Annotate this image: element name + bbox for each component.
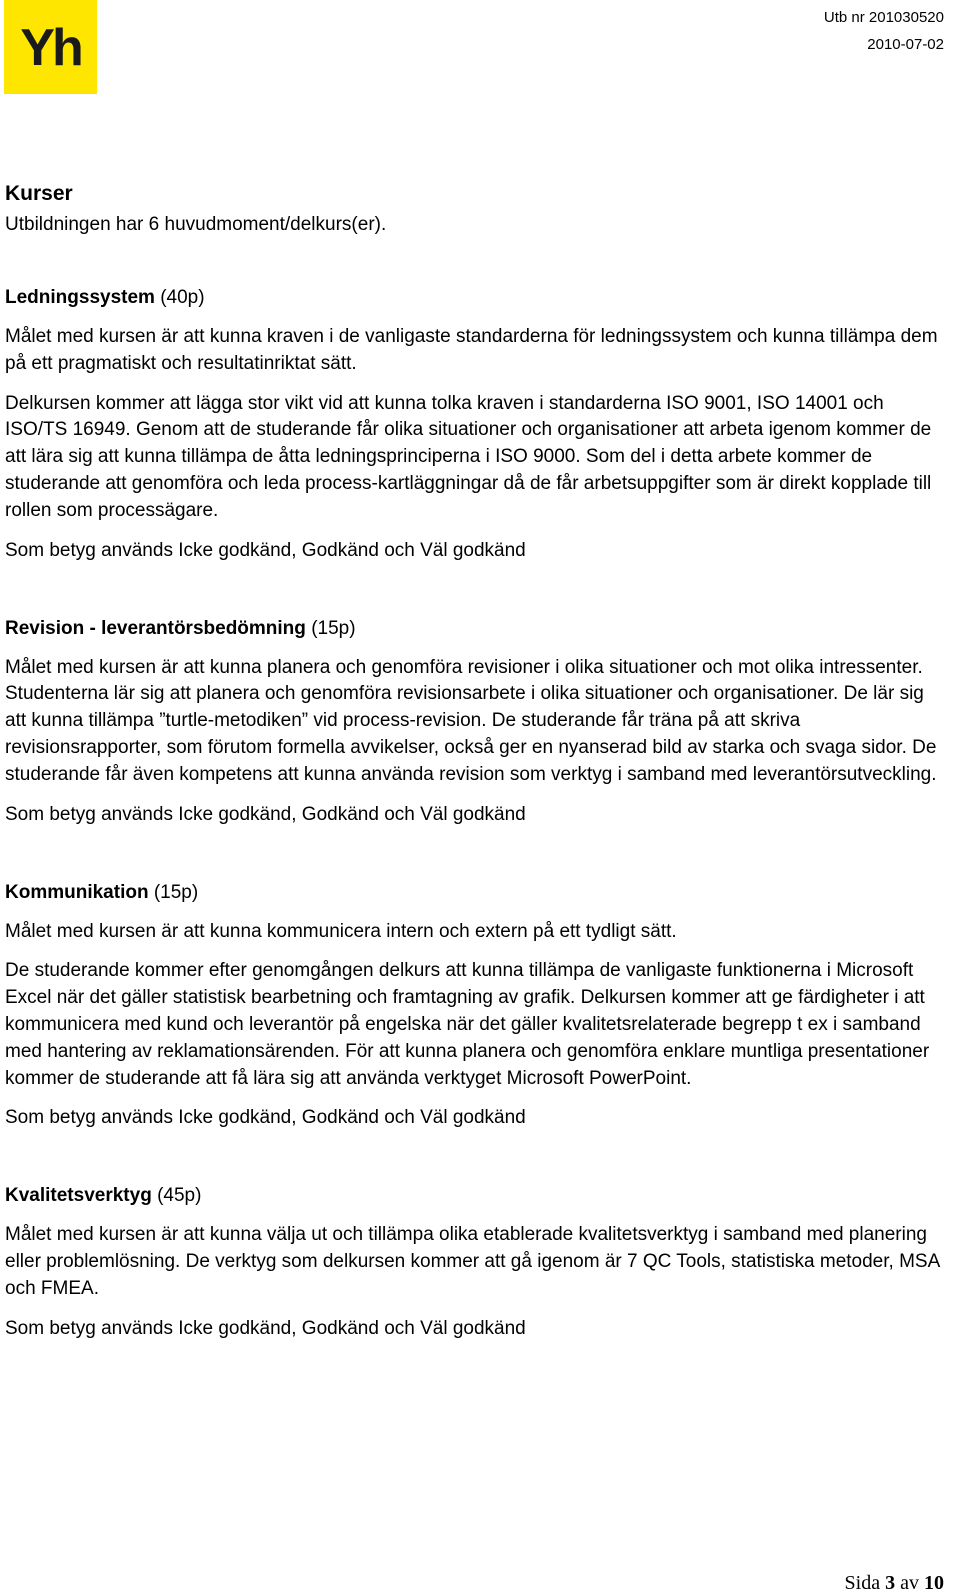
course-paragraph: Målet med kursen är att kunna kommunicera intern och extern på ett tydligt sätt. xyxy=(5,920,677,942)
page-prefix: Sida xyxy=(844,1572,881,1594)
course-heading xyxy=(5,615,940,642)
course-revision xyxy=(5,615,940,828)
course-grading: Som betyg används Icke godkänd, Godkänd och Väl godkänd xyxy=(5,539,526,561)
course-kvalitetsverktyg xyxy=(5,1182,940,1341)
total-pages: 10 xyxy=(924,1572,944,1594)
course-paragraph: Målet med kursen är att kunna planera och genomföra revisioner i olika situationer och mot olika intressenter. Studenterna lär sig att planera och genomföra revisionsarbete i olika situationer och organisationer. De lär sig att kunna tillämpa ”turtle-metodiken” vid process-revision. De studerande får träna på att skriva revisionsrapporter, som förutom formella avvikelser, också ger en nyanserad bild av starka och svaga sidor. De studerande får även kompetens att kunna använda revision som verktyg i samband med leverantörsutveckling. xyxy=(5,656,937,785)
section-intro: Utbildningen har 6 huvudmoment/delkurs(er). xyxy=(5,214,387,235)
page-content xyxy=(5,180,940,1342)
course-points: (15p) xyxy=(153,881,199,903)
course-kommunikation xyxy=(5,879,940,1132)
course-points: (15p) xyxy=(311,617,356,639)
course-points: (40p) xyxy=(160,287,205,308)
course-paragraph: Målet med kursen är att kunna välja ut och tillämpa olika etablerade kvalitetsverktyg i samband med planering eller problemlösning. De verktyg som delkursen kommer att gå igenom är 7 QC Tools, statistiska metoder, MSA och FMEA. xyxy=(5,1224,940,1299)
course-grading: Som betyg används Icke godkänd, Godkänd och Väl godkänd xyxy=(5,803,526,825)
utb-nr: Utb nr 201030520 xyxy=(823,9,944,26)
logo-text: Yh xyxy=(20,19,81,77)
yh-logo xyxy=(4,0,97,94)
document-meta xyxy=(824,4,944,58)
page-number xyxy=(845,1570,944,1596)
document-date: 2010-07-02 xyxy=(867,36,944,53)
course-name: Kvalitetsverktyg xyxy=(5,1185,152,1207)
course-heading xyxy=(5,284,940,311)
course-paragraph: De studerande kommer efter genomgången delkurs att kunna tillämpa de vanligaste funktionerna i Microsoft Excel när det gäller statistisk bearbetning och framtagning av grafik. Delkursen kommer att ge färdigheter i att kommunicera med kund och leverantör på engelska när det gäller kvalitetsrelaterade begrepp t ex i samband med hantering av reklamationsärenden. För att kunna planera och genomföra enklare muntliga presentationer kommer de studerande att få lära sig att använda verktyget Microsoft PowerPoint. xyxy=(5,960,930,1089)
course-heading xyxy=(5,879,940,906)
course-name: Kommunikation xyxy=(5,881,149,903)
section-title: Kurser xyxy=(5,182,73,205)
course-grading: Som betyg används Icke godkänd, Godkänd och Väl godkänd xyxy=(5,1317,526,1339)
course-grading: Som betyg används Icke godkänd, Godkänd och Väl godkänd xyxy=(5,1107,526,1129)
current-page: 3 xyxy=(885,1572,896,1594)
course-name: Ledningssystem xyxy=(5,287,155,308)
course-ledningssystem xyxy=(5,284,940,564)
course-name: Revision - leverantörsbedömning xyxy=(5,617,306,639)
course-points: (45p) xyxy=(157,1185,202,1207)
page-of: av xyxy=(900,1572,919,1594)
course-paragraph: Målet med kursen är att kunna kraven i de vanligaste standarderna för ledningssystem och kunna tillämpa dem på ett pragmatiskt och resultatinriktat sätt. xyxy=(5,326,938,374)
course-paragraph: Delkursen kommer att lägga stor vikt vid att kunna tolka kraven i standarderna ISO 9001, ISO 14001 och ISO/TS 16949. Genom att de studerande får olika situationer och organisationer att arbeta igenom kommer de att lära sig att kunna tillämpa de åtta ledningsprinciperna i ISO 9000. Som del i detta arbete kommer de studerande att genomföra och leda process-kartläggningar då de får arbetsuppgifter som är direkt kopplade till rollen som processägare. xyxy=(5,392,932,521)
course-heading xyxy=(5,1182,940,1209)
